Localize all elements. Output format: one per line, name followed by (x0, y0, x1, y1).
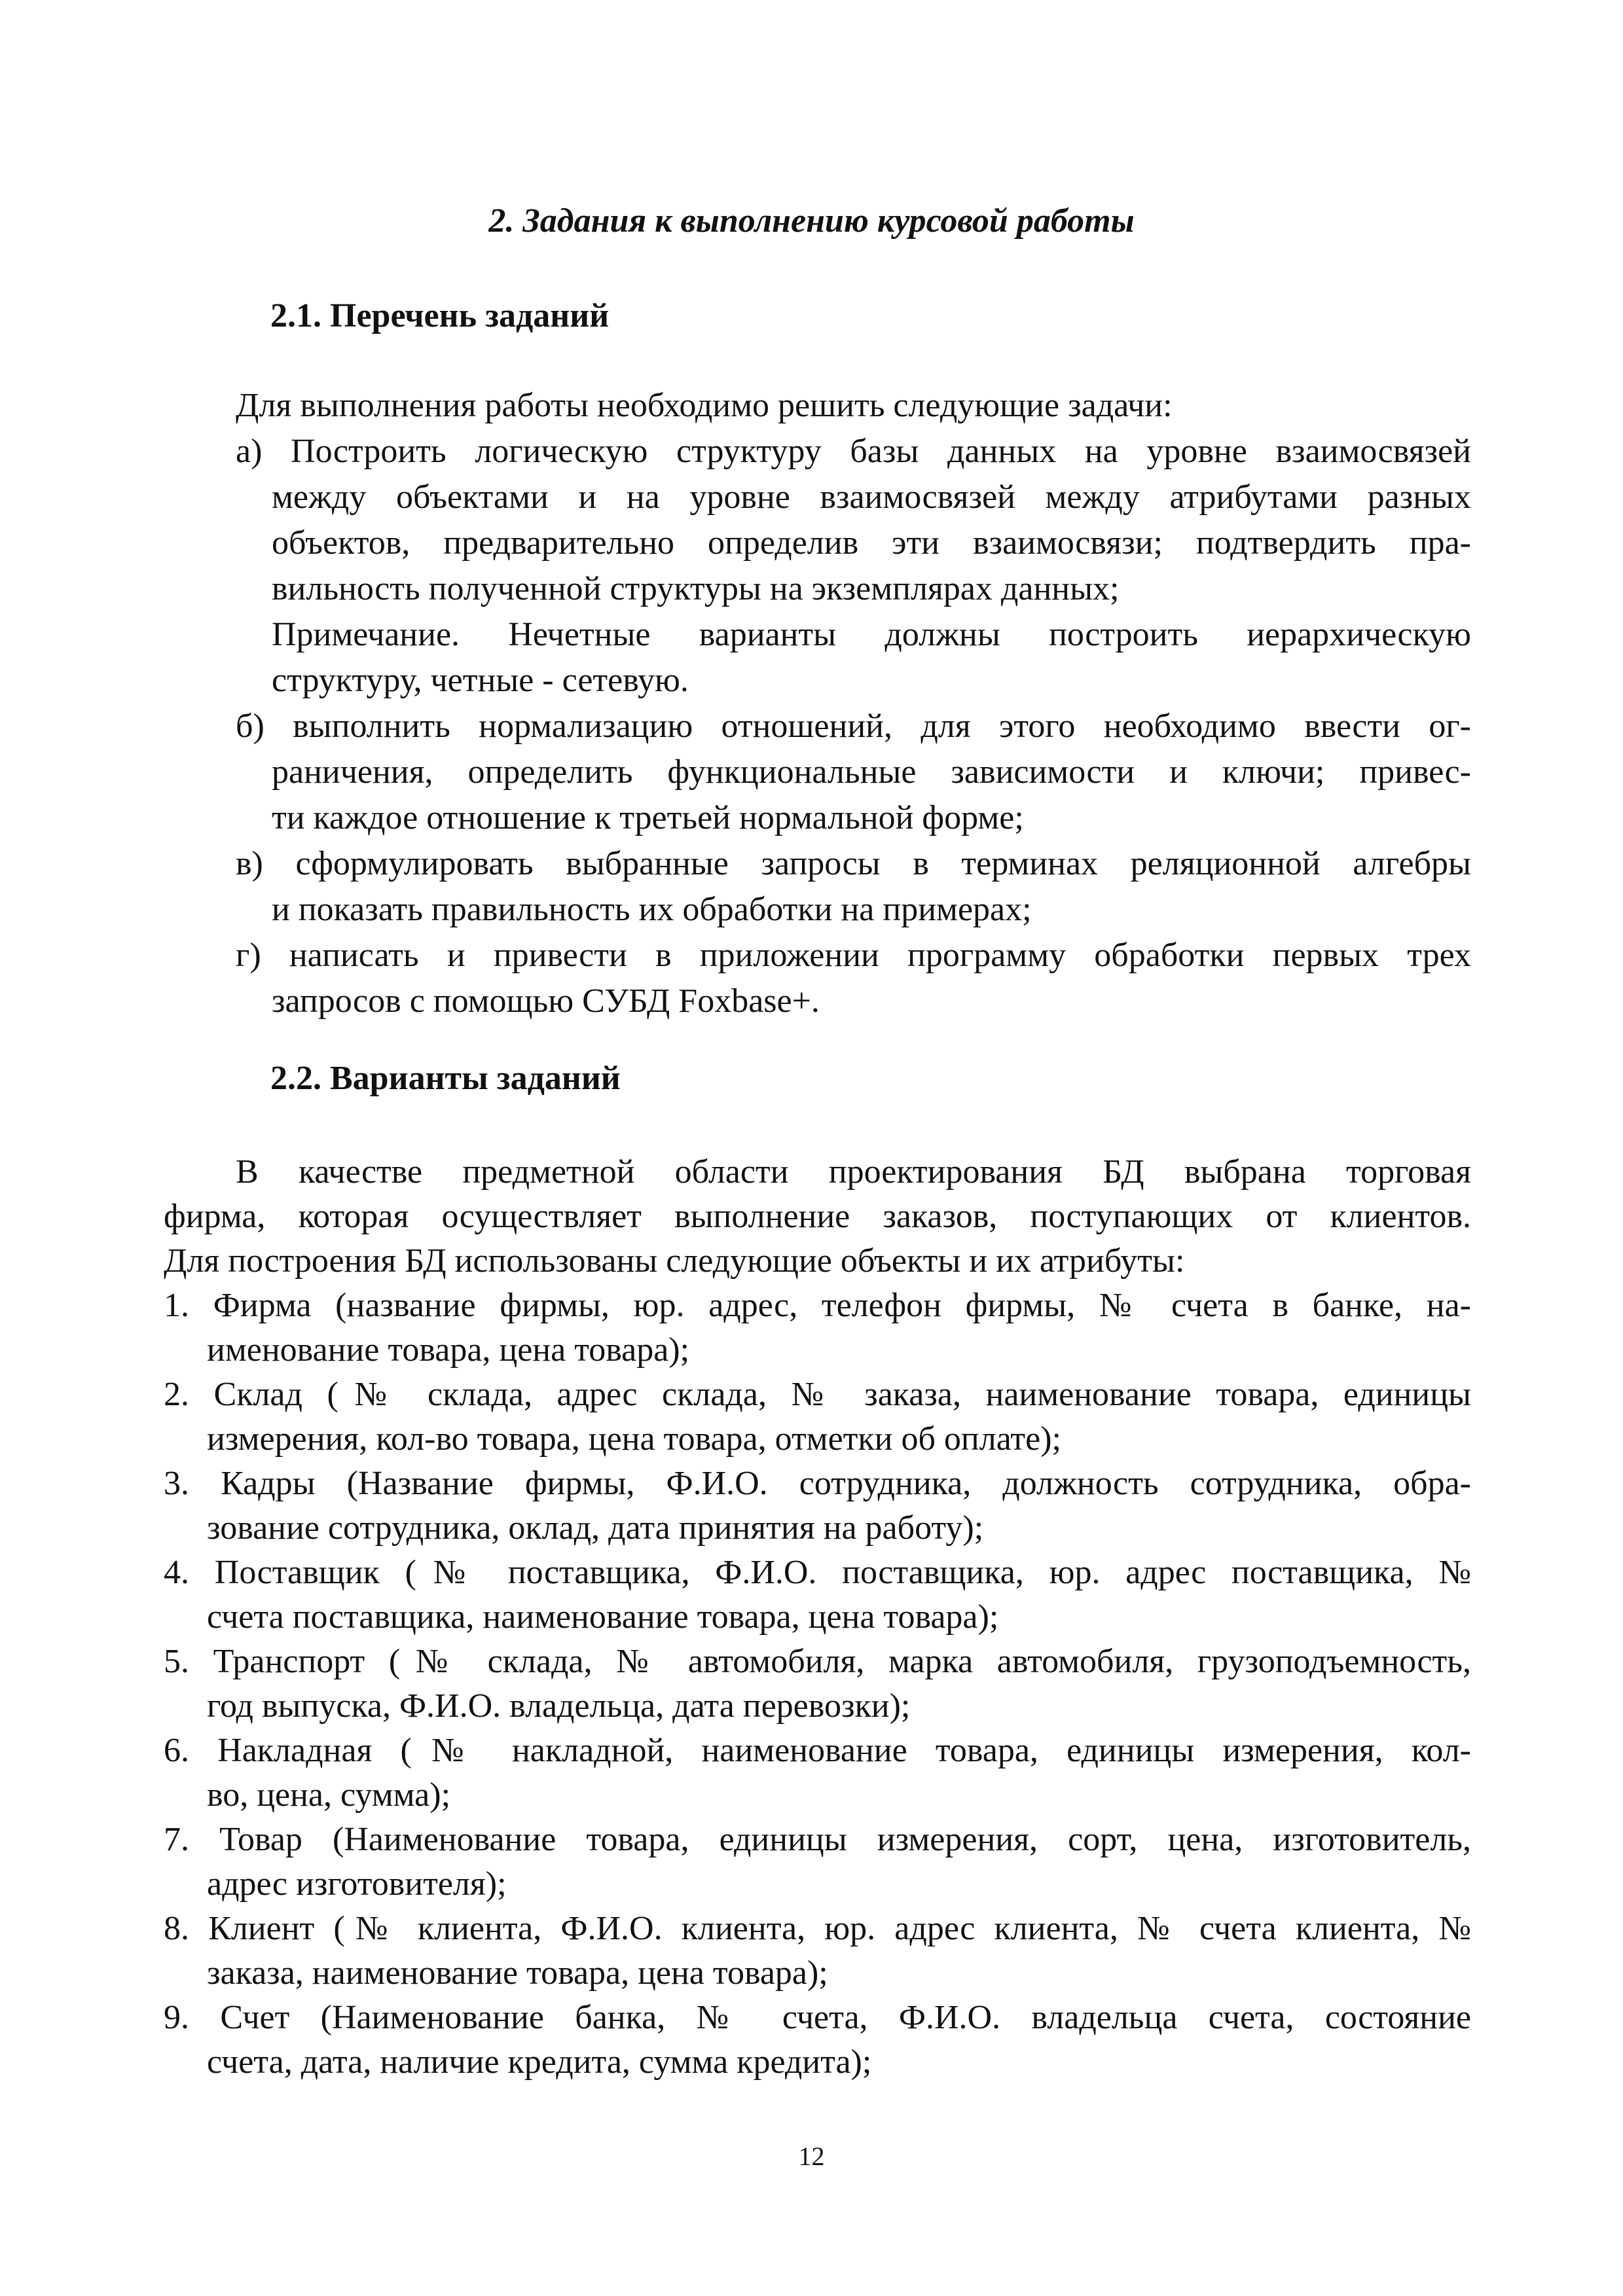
section-title-task-list: 2.1. Перечень заданий (270, 297, 610, 334)
task-a-line: объектов, предварительно определив эти взаимосвязи; подтвердить пра- (272, 524, 1471, 562)
list-item: 1. Фирма (название фирмы, юр. адрес, телефон фирмы, № счета в банке, на- (164, 1287, 1471, 1324)
task-d-line: г) написать и привести в приложении программу обработки первых трех (236, 937, 1471, 974)
list-item-continuation: адрес изготовителя); (207, 1865, 507, 1903)
task-c-line: и показать правильность их обработки на примерах; (272, 891, 1032, 928)
list-item: 6. Накладная (№ накладной, наименование товара, единицы измерения, кол- (164, 1732, 1471, 1769)
note-line: структуру, четные - сетевую. (272, 662, 689, 699)
task-b-line: ти каждое отношение к третьей нормальной форме; (272, 799, 1024, 836)
paragraph-line: фирма, которая осуществляет выполнение заказов, поступающих от клиентов. (164, 1198, 1471, 1235)
chapter-title: 2. Задания к выполнению курсовой работы (488, 202, 1135, 240)
list-item: 5. Транспорт (№ склада, № автомобиля, марка автомобиля, грузоподъемность, (164, 1643, 1471, 1680)
task-a-line: а) Построить логическую структуру базы данных на уровне взаимосвязей (236, 433, 1471, 470)
task-b-line: б) выполнить нормализацию отношений, для этого необходимо ввести ог- (236, 708, 1471, 745)
paragraph-line: Для построения БД использованы следующие объекты и их атрибуты: (164, 1242, 1185, 1280)
list-item-continuation: во, цена, сумма); (207, 1776, 451, 1814)
list-item: 3. Кадры (Название фирмы, Ф.И.О. сотрудника, должность сотрудника, обра- (164, 1465, 1471, 1502)
list-item-continuation: измерения, кол-во товара, цена товара, отметки об оплате); (207, 1420, 1062, 1458)
task-b-line: раничения, определить функциональные зависимости и ключи; привес- (272, 753, 1471, 791)
list-item: 8. Клиент (№ клиента, Ф.И.О. клиента, юр. адрес клиента, № счета клиента, № (164, 1910, 1471, 1947)
task-a-line: вильность полученной структуры на экземплярах данных; (272, 570, 1120, 607)
task-c-line: в) сформулировать выбранные запросы в терминах реляционной алгебры (236, 845, 1471, 882)
list-item-continuation: именование товара, цена товара); (207, 1331, 690, 1369)
page-number: 12 (798, 2142, 825, 2171)
list-item-continuation: зование сотрудника, оклад, дата принятия на работу); (207, 1509, 984, 1547)
list-item-continuation: счета поставщика, наименование товара, цена товара); (207, 1598, 999, 1636)
paragraph-line: В качестве предметной области проектирования БД выбрана торговая (236, 1153, 1471, 1191)
list-item: 7. Товар (Наименование товара, единицы измерения, сорт, цена, изготовитель, (164, 1821, 1471, 1858)
task-a-line: между объектами и на уровне взаимосвязей между атрибутами разных (272, 478, 1471, 516)
note-line: Примечание. Нечетные варианты должны построить иерархическую (272, 616, 1471, 653)
list-item: 4. Поставщик (№ поставщика, Ф.И.О. поставщика, юр. адрес поставщика, № (164, 1554, 1471, 1591)
list-item-continuation: год выпуска, Ф.И.О. владельца, дата перевозки); (207, 1687, 911, 1725)
list-item: 9. Счет (Наименование банка, № счета, Ф.И.О. владельца счета, состояние (164, 1999, 1471, 2036)
intro-line: Для выполнения работы необходимо решить следующие задачи: (236, 387, 1173, 424)
list-item-continuation: счета, дата, наличие кредита, сумма кредита); (207, 2043, 872, 2081)
task-d-line: запросов с помощью СУБД Foxbase+. (272, 982, 820, 1020)
list-item: 2. Склад (№ склада, адрес склада, № заказа, наименование товара, единицы (164, 1376, 1471, 1413)
section-title-variants: 2.2. Варианты заданий (270, 1060, 621, 1097)
list-item-continuation: заказа, наименование товара, цена товара); (207, 1954, 828, 1992)
